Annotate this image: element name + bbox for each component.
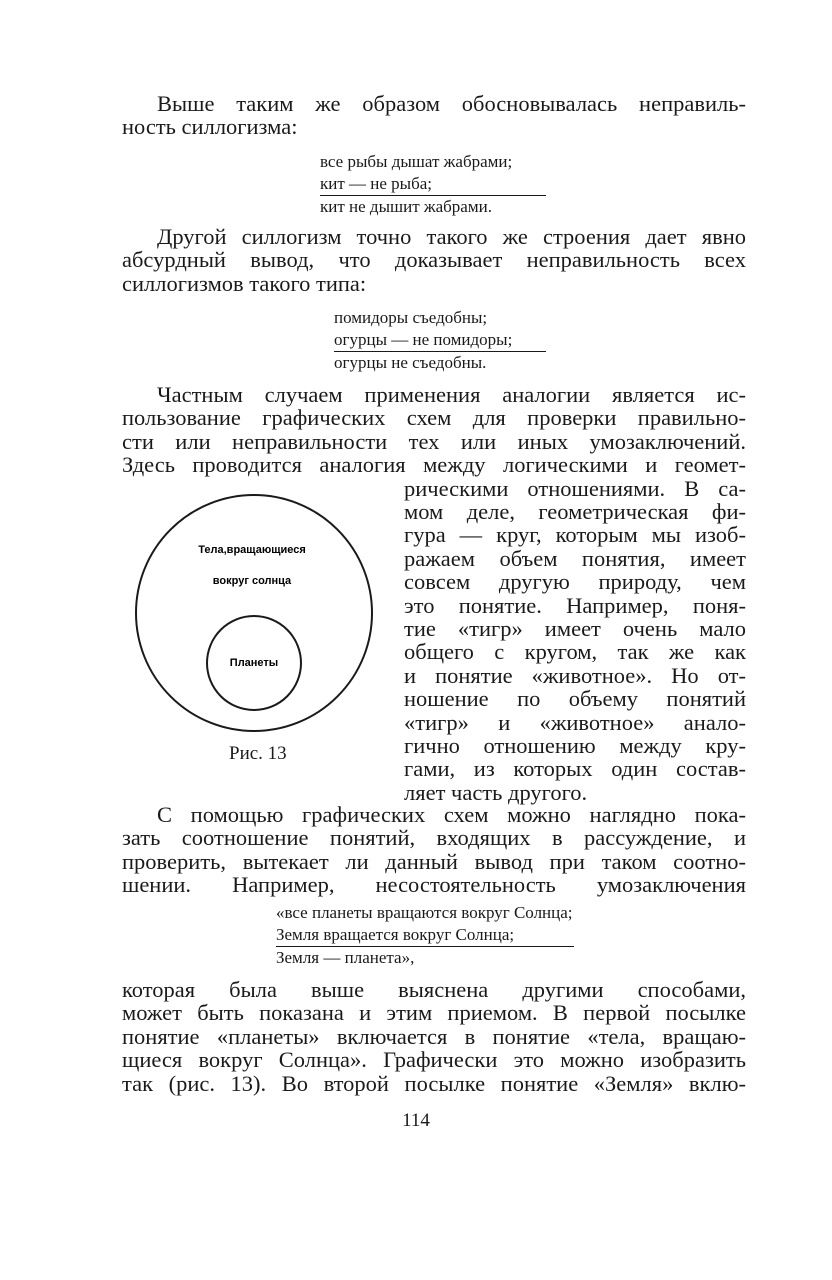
text-line: абсурдный вывод, что доказывает неправильность всех	[122, 247, 746, 273]
text-line: гура — круг, которым мы изоб-	[404, 522, 746, 548]
paragraph-1	[122, 92, 746, 139]
syllogism-tomatoes	[334, 307, 546, 374]
inner-circle-label: Планеты	[229, 657, 279, 669]
text-line: шении. Например, несостоятельность умозаключения	[122, 872, 746, 898]
text-line: может быть показана и этим приемом. В первой посылке	[122, 1000, 746, 1026]
text-line: Здесь проводится аналогия между логическими и геомет-	[122, 452, 746, 478]
syllogism-conclusion: кит не дышит жабрами.	[320, 197, 492, 216]
paragraph-5	[122, 978, 746, 1095]
text-line: ражаем объем понятия, имеет	[404, 545, 746, 571]
outer-circle-label-line1: Тела,вращающиеся	[198, 544, 306, 556]
syllogism-conclusion: Земля — планета»,	[276, 948, 415, 967]
text-line: мом деле, геометрическая фи-	[404, 499, 746, 524]
text-line: рическими отношениями. В са-	[404, 475, 746, 501]
text-line: гами, из которых один состав-	[404, 756, 746, 782]
text-line: сти или неправильности тех или иных умозаключений.	[122, 428, 746, 454]
paragraph-4	[122, 803, 746, 897]
syllogism-planets	[276, 902, 574, 969]
syllogism-premise: все рыбы дышат жабрами;	[320, 152, 513, 171]
text-line: это понятие. Например, поня-	[404, 592, 746, 618]
text-line: ношение по объему понятий	[404, 686, 746, 712]
outer-circle-label-line2: вокруг солнца	[212, 575, 292, 587]
text-line: щиеся вокруг Солнца». Графически это можно изобразить	[122, 1047, 746, 1073]
syllogism-premise: «все планеты вращаются вокруг Солнца;	[276, 903, 573, 922]
syllogism-premise: Земля вращается вокруг Солнца;	[276, 925, 515, 944]
figure-caption: Рис. 13	[229, 743, 287, 764]
paragraph-3-wrapped	[404, 477, 746, 805]
text-line: совсем другую природу, чем	[404, 569, 746, 595]
text-line: проверить, вытекает ли данный вывод при таком соотно-	[122, 848, 746, 874]
text-line: Другой силлогизм точно такого же строения дает явно	[157, 224, 746, 249]
text-line: ность силлогизма:	[122, 114, 298, 140]
text-line: зать соотношение понятий, входящих в рассуждение, и	[122, 825, 746, 851]
paragraph-3	[122, 383, 746, 477]
text-line: «тигр» и «животное» анало-	[404, 709, 746, 735]
syllogism-conclusion: огурцы не съедобны.	[334, 353, 487, 372]
text-line: которая была выше выяснена другими способами,	[122, 977, 746, 1002]
text-line: гично отношению между кру-	[404, 733, 746, 759]
euler-diagram	[134, 493, 374, 733]
text-line: силлогизмов такого типа:	[122, 270, 367, 296]
text-line: пользование графических схем для проверки правильно-	[122, 405, 746, 431]
text-line: и понятие «животное». Но от-	[404, 662, 746, 688]
text-line: понятие «планеты» включается в понятие «тела, вращаю-	[122, 1023, 746, 1049]
syllogism-premise: помидоры съедобны;	[334, 308, 488, 327]
text-line: ляет часть другого.	[404, 779, 588, 805]
syllogism-fish	[320, 151, 546, 218]
text-line: С помощью графических схем можно наглядно пока-	[157, 802, 746, 827]
text-line: общего с кругом, так же как	[404, 639, 746, 665]
text-line: Выше таким же образом обосновывалась неправиль-	[157, 91, 746, 116]
outer-circle	[136, 495, 372, 731]
text-line: тие «тигр» имеет очень мало	[404, 616, 746, 642]
syllogism-premise: огурцы — не помидоры;	[334, 330, 513, 349]
text-line: так (рис. 13). Во второй посылке понятие «Земля» вклю-	[122, 1070, 746, 1096]
syllogism-premise: кит — не рыба;	[320, 174, 433, 193]
paragraph-2	[122, 225, 746, 295]
text-line: Частным случаем применения аналогии является ис-	[157, 382, 746, 407]
page-number: 114	[402, 1110, 430, 1131]
